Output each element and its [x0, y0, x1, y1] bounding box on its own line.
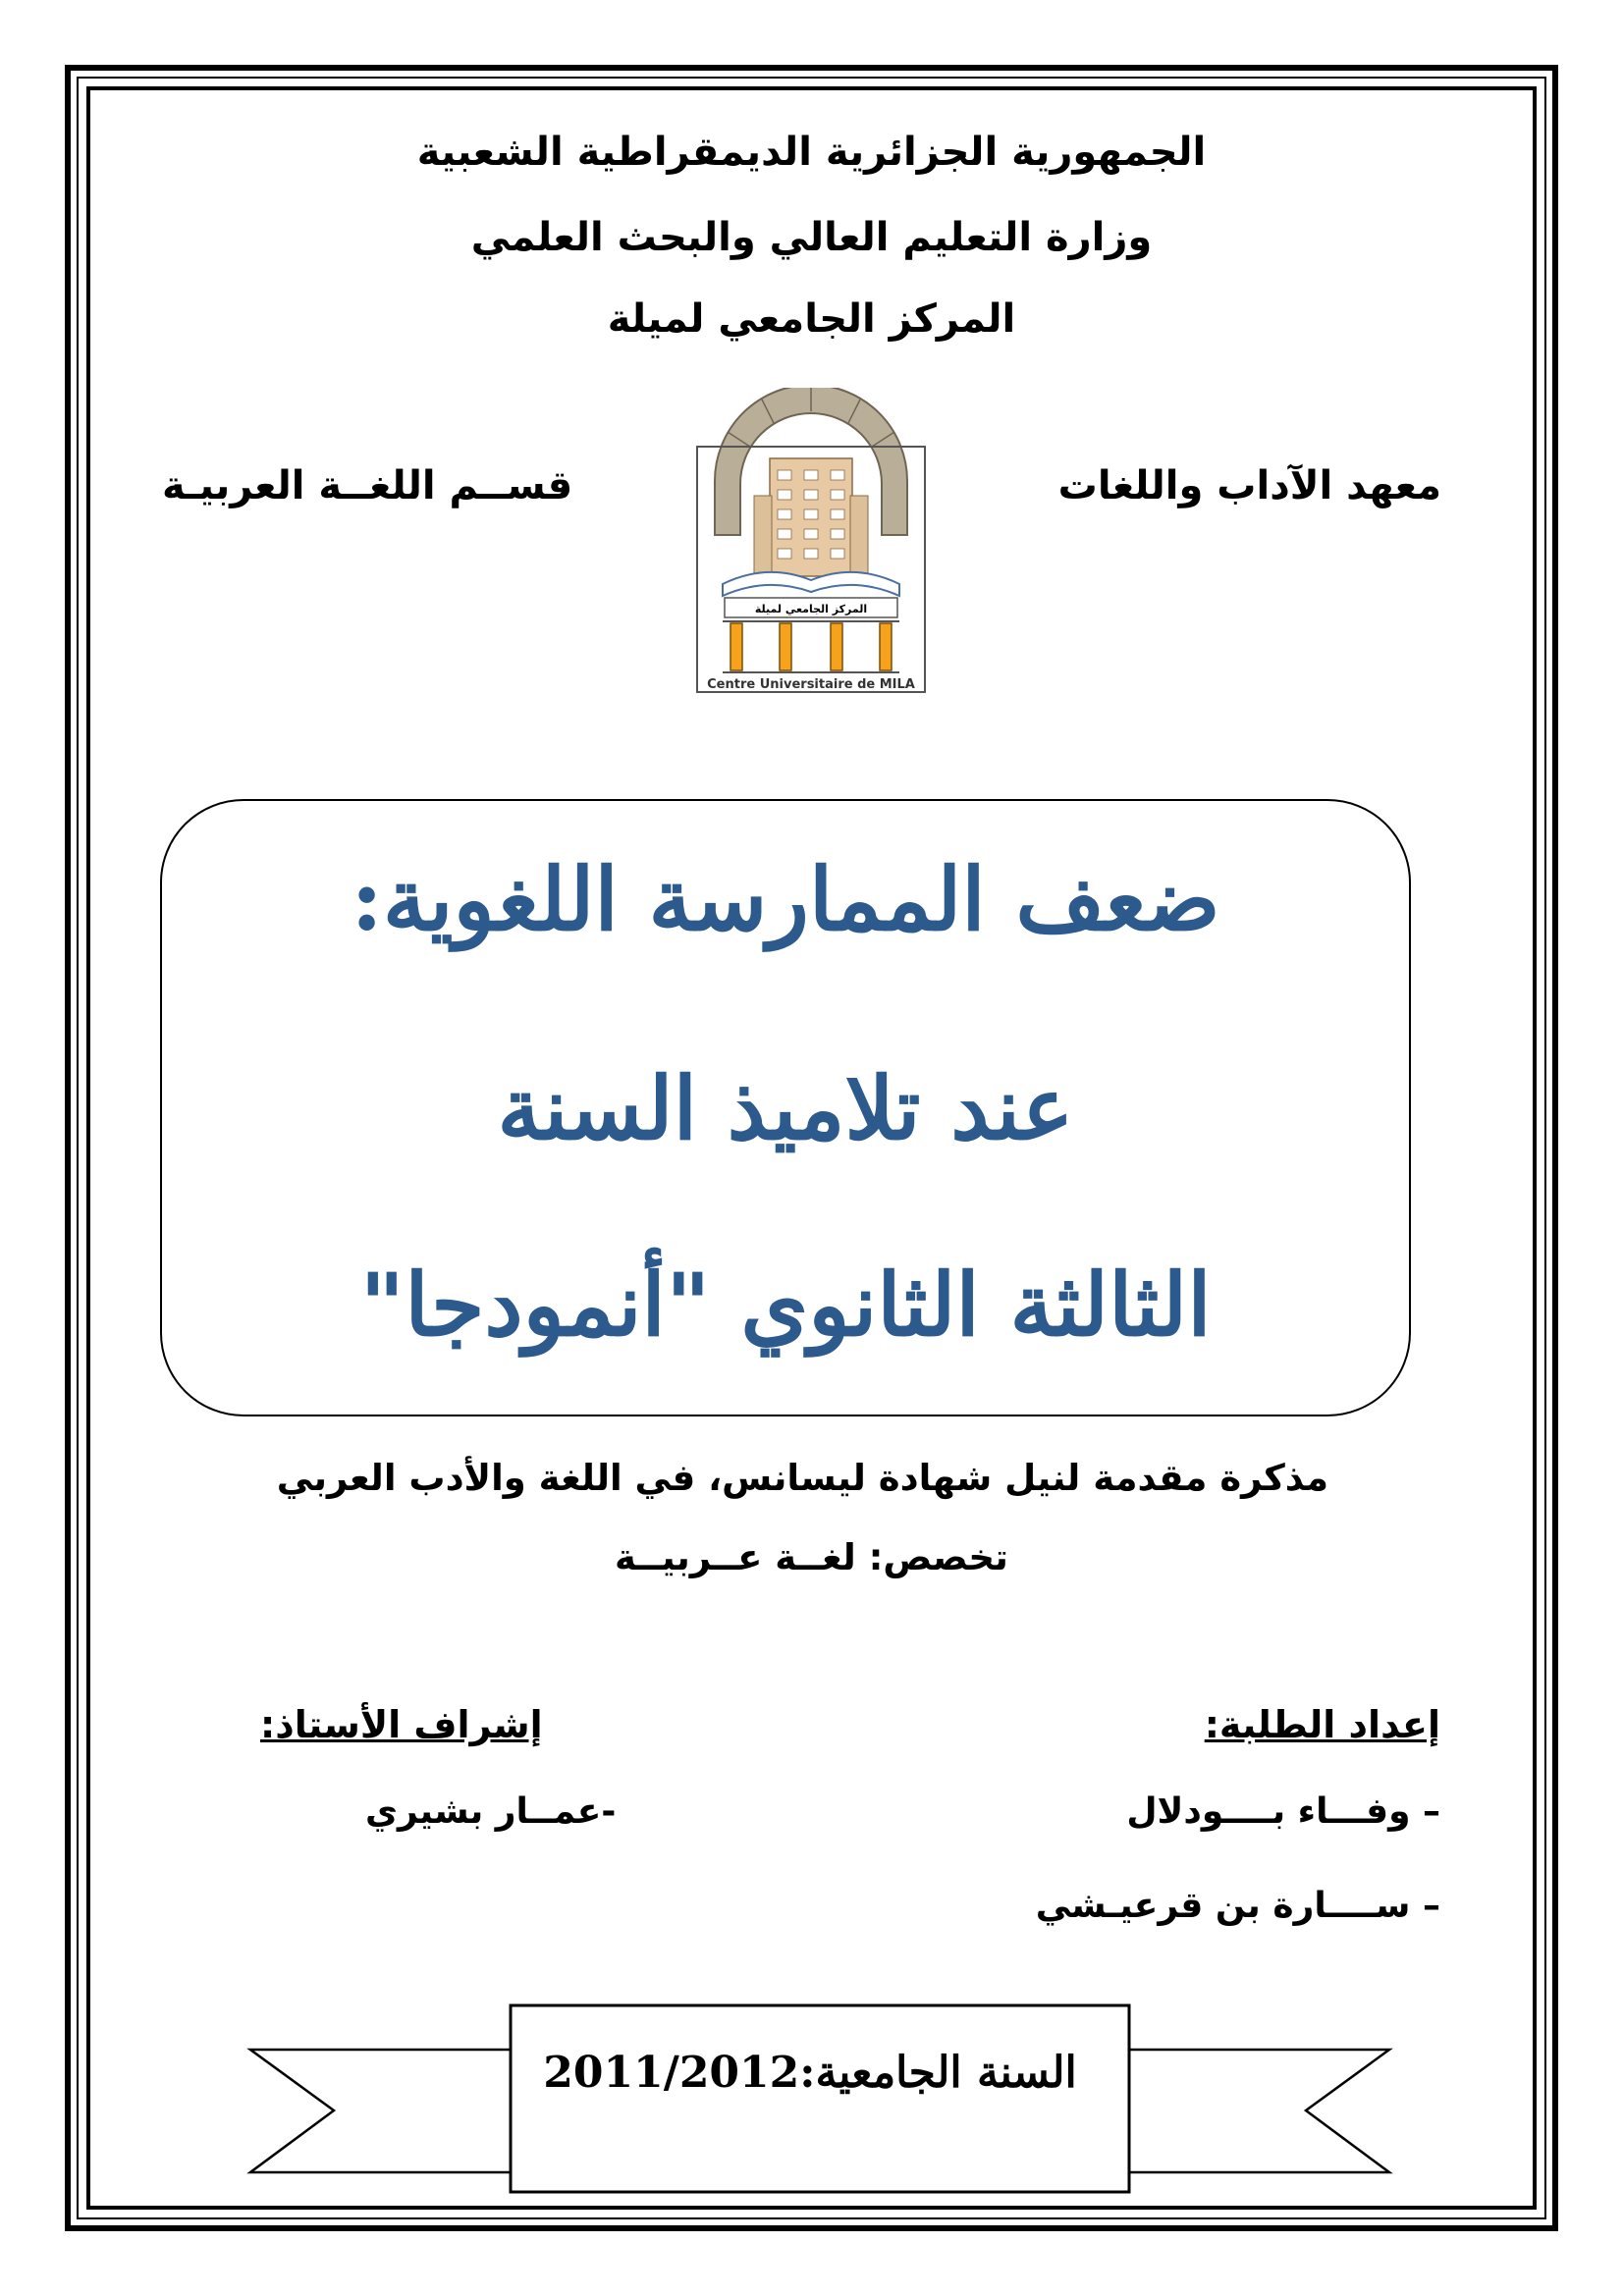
- ministry-name: وزارة التعليم العالي والبحث العلمي: [470, 215, 1153, 260]
- department-name: قســم اللغــة العربيـة: [162, 463, 573, 508]
- professor-name: -عمــار بشيري: [365, 1791, 617, 1832]
- prepared-by-heading: إعداد الطلبة:: [1204, 1703, 1440, 1746]
- logo-caption: Centre Universitaire de MILA: [707, 677, 915, 692]
- university-center-name: المركز الجامعي لميلة: [607, 296, 1016, 342]
- student-name: – ســــارة بن قرعيـشي: [1035, 1886, 1440, 1926]
- specialty: تخصص: لغــة عــربيــة: [615, 1536, 1008, 1578]
- thesis-title-line-1: ضعف الممارسة اللغوية:: [351, 848, 1220, 950]
- university-logo: [693, 388, 929, 697]
- academic-year-ribbon: [241, 2001, 1399, 2197]
- student-name: – وفـــاء بــــودلال: [1126, 1791, 1440, 1832]
- institute-name: معهد الآداب واللغات: [1057, 463, 1441, 508]
- thesis-title-line-2: عند تلاميذ السنة: [497, 1057, 1074, 1159]
- supervision-heading: إشراف الأستاذ:: [260, 1703, 543, 1746]
- republic-name: الجمهورية الجزائرية الديمقراطية الشعبية: [416, 130, 1207, 175]
- memo-description: مذكرة مقدمة لنيل شهادة ليسانس، في اللغة والأدب العربي: [276, 1457, 1328, 1499]
- thesis-title-line-3: الثالثة الثانوي "أنمودجا": [359, 1254, 1212, 1356]
- academic-year: السنة الجامعية:2011/2012: [543, 2048, 1077, 2098]
- logo-arabic-label: المركز الجامعي لميلة: [754, 603, 868, 615]
